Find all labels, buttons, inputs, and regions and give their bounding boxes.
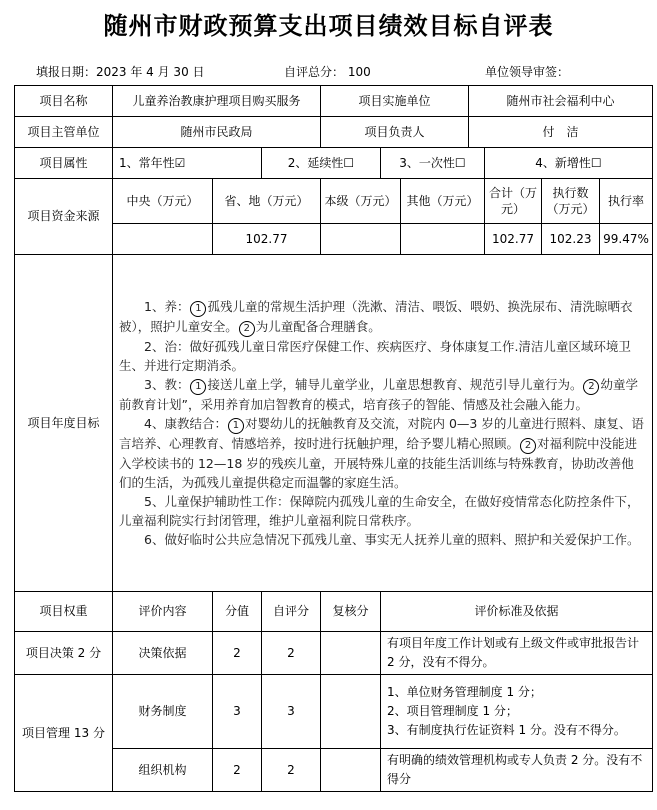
eval-score-decision: 2 (213, 632, 262, 675)
goal-text: 3、教： (144, 377, 190, 392)
fund-header-local: 本级（万元） (321, 179, 401, 224)
eval-header-criteria: 评价标准及依据 (381, 592, 653, 632)
eval-self-decision: 2 (262, 632, 321, 675)
label-supervising-unit: 项目主管单位 (15, 117, 113, 148)
attr-onetime: 3、一次性☐ (381, 148, 485, 179)
fund-header-other: 其他（万元） (401, 179, 485, 224)
label-project-attr: 项目属性 (15, 148, 113, 179)
eval-review-org (321, 749, 381, 792)
attr-new: 4、新增性☐ (485, 148, 653, 179)
value-project-name: 儿童养治教康护理项目购买服务 (113, 86, 321, 117)
eval-review-finance (321, 675, 381, 749)
total-score: 自评总分： 100 (284, 65, 371, 79)
fund-header-province: 省、地（万元） (213, 179, 321, 224)
eval-content-decision: 决策依据 (113, 632, 213, 675)
eval-header-weight: 项目权重 (15, 592, 113, 632)
goal-paragraph (119, 492, 646, 530)
circled-number: 2 (520, 438, 536, 454)
eval-criteria-finance (381, 675, 653, 749)
fund-executed: 102.23 (542, 224, 600, 255)
goal-text: 2、治：做好孤残儿童日常医疗保健工作、疾病医疗、身体康复工作.清洁儿童区域环境卫生、并进行定期消杀。 (119, 339, 631, 373)
row-project-attr (15, 148, 653, 179)
fill-date: 填报日期：2023 年 4 月 30 日 (36, 65, 205, 79)
label-fund-source: 项目资金来源 (15, 179, 113, 255)
eval-self-org: 2 (262, 749, 321, 792)
criteria-line: 有项目年度工作计划或有上级文件或审批报告计 2 分，没有不得分。 (387, 636, 640, 669)
goal-text: 幼童学前教育计划”，采用养育加启智教育的模式，培育孩子的智能、情感及社会融入能力。 (119, 377, 638, 412)
leader-sign: 单位领导审签： (485, 65, 570, 79)
goal-paragraph (119, 375, 646, 414)
label-implementing-unit: 项目实施单位 (321, 86, 469, 117)
goal-text: 4、康教结合： (144, 416, 227, 431)
row-eval-finance (15, 675, 653, 749)
circled-number: 1 (190, 379, 206, 395)
row-eval-header (15, 592, 653, 632)
goal-text: 6、做好临时公共应急情况下孤残儿童、事实无人抚养儿童的照料、照护和关爱保护工作。 (144, 532, 640, 547)
criteria-line: 3、有制度执行佐证资料 1 分。没有不得分。 (387, 723, 626, 737)
fund-header-rate: 执行率 (600, 179, 653, 224)
circled-number: 2 (239, 321, 255, 337)
eval-score-org: 2 (213, 749, 262, 792)
goal-text: 为儿童配备合理膳食。 (255, 319, 381, 334)
eval-score-finance: 3 (213, 675, 262, 749)
fund-central (113, 224, 213, 255)
fund-header-central: 中央（万元） (113, 179, 213, 224)
eval-header-review: 复核分 (321, 592, 381, 632)
goal-text: 对福利院中没能进入学校读书的 12—18 岁的残疾儿童，开展特殊儿童的技能生活训练与特殊教育，协助改善他们的生活，为孤残儿童提供稳定而温馨的家庭生活。 (119, 436, 638, 490)
goal-text: 1、养： (144, 299, 190, 314)
fund-other (401, 224, 485, 255)
eval-content-finance: 财务制度 (113, 675, 213, 749)
eval-header-score: 分值 (213, 592, 262, 632)
goal-paragraph (119, 414, 646, 492)
label-project-owner: 项目负责人 (321, 117, 469, 148)
criteria-line: 2、项目管理制度 1 分； (387, 704, 518, 718)
circled-number: 1 (190, 301, 206, 317)
annual-goal-text (113, 255, 653, 592)
eval-weight-decision: 项目决策 2 分 (15, 632, 113, 675)
fund-header-total: 合计（万元） (485, 179, 542, 224)
label-annual-goal: 项目年度目标 (15, 255, 113, 592)
value-implementing-unit: 随州市社会福利中心 (469, 86, 653, 117)
page-title: 随州市财政预算支出项目绩效目标自评表 (103, 12, 554, 40)
row-annual-goal (15, 255, 653, 592)
attr-annual: 1、常年性☑ (113, 148, 262, 179)
eval-header-content: 评价内容 (113, 592, 213, 632)
eval-header-self: 自评分 (262, 592, 321, 632)
goal-paragraph (119, 297, 646, 337)
eval-criteria-org (381, 749, 653, 792)
circled-number: 1 (228, 418, 244, 434)
fund-rate: 99.47% (600, 224, 653, 255)
goal-paragraph (119, 530, 646, 549)
eval-self-finance: 3 (262, 675, 321, 749)
eval-review-decision (321, 632, 381, 675)
goal-paragraph (119, 337, 646, 375)
eval-weight-management: 项目管理 13 分 (15, 675, 113, 792)
row-eval-decision (15, 632, 653, 675)
goal-text: 接送儿童上学，辅导儿童学业，儿童思想教育、规范引导儿童行为。 (207, 377, 583, 392)
criteria-line: 1、单位财务管理制度 1 分； (387, 685, 542, 699)
attr-continuing: 2、延续性☐ (262, 148, 381, 179)
evaluation-table (14, 85, 653, 792)
goal-text: 5、儿童保护辅助性工作：保障院内孤残儿童的生命安全，在做好疫情常态化防控条件下，儿童福利院实行封闭管理，维护儿童福利院日常秩序。 (119, 494, 640, 528)
fund-total: 102.77 (485, 224, 542, 255)
fund-header-executed: 执行数（万元） (542, 179, 600, 224)
value-supervising-unit: 随州市民政局 (113, 117, 321, 148)
row-project-name (15, 86, 653, 117)
value-project-owner: 付 洁 (469, 117, 653, 148)
criteria-line: 有明确的绩效管理机构或专人负责 2 分。没有不得分 (387, 753, 643, 786)
goal-text: 对婴幼儿的抚触教育及交流，对院内 0—3 岁的儿童进行照料、康复、语言培养、心理教育、情感培养，按时进行抚触护理，给予婴儿精心照顾。 (119, 416, 644, 451)
goal-text: 孤残儿童的常规生活护理（洗漱、清洁、喂饭、喂奶、换洗尿布、清洗晾晒衣被），照护儿童安全。 (119, 299, 633, 334)
circled-number: 2 (583, 379, 599, 395)
eval-content-org: 组织机构 (113, 749, 213, 792)
fund-province: 102.77 (213, 224, 321, 255)
label-project-name: 项目名称 (15, 86, 113, 117)
eval-criteria-decision (381, 632, 653, 675)
row-funding-header (15, 179, 653, 224)
fund-local (321, 224, 401, 255)
row-supervising-unit (15, 117, 653, 148)
